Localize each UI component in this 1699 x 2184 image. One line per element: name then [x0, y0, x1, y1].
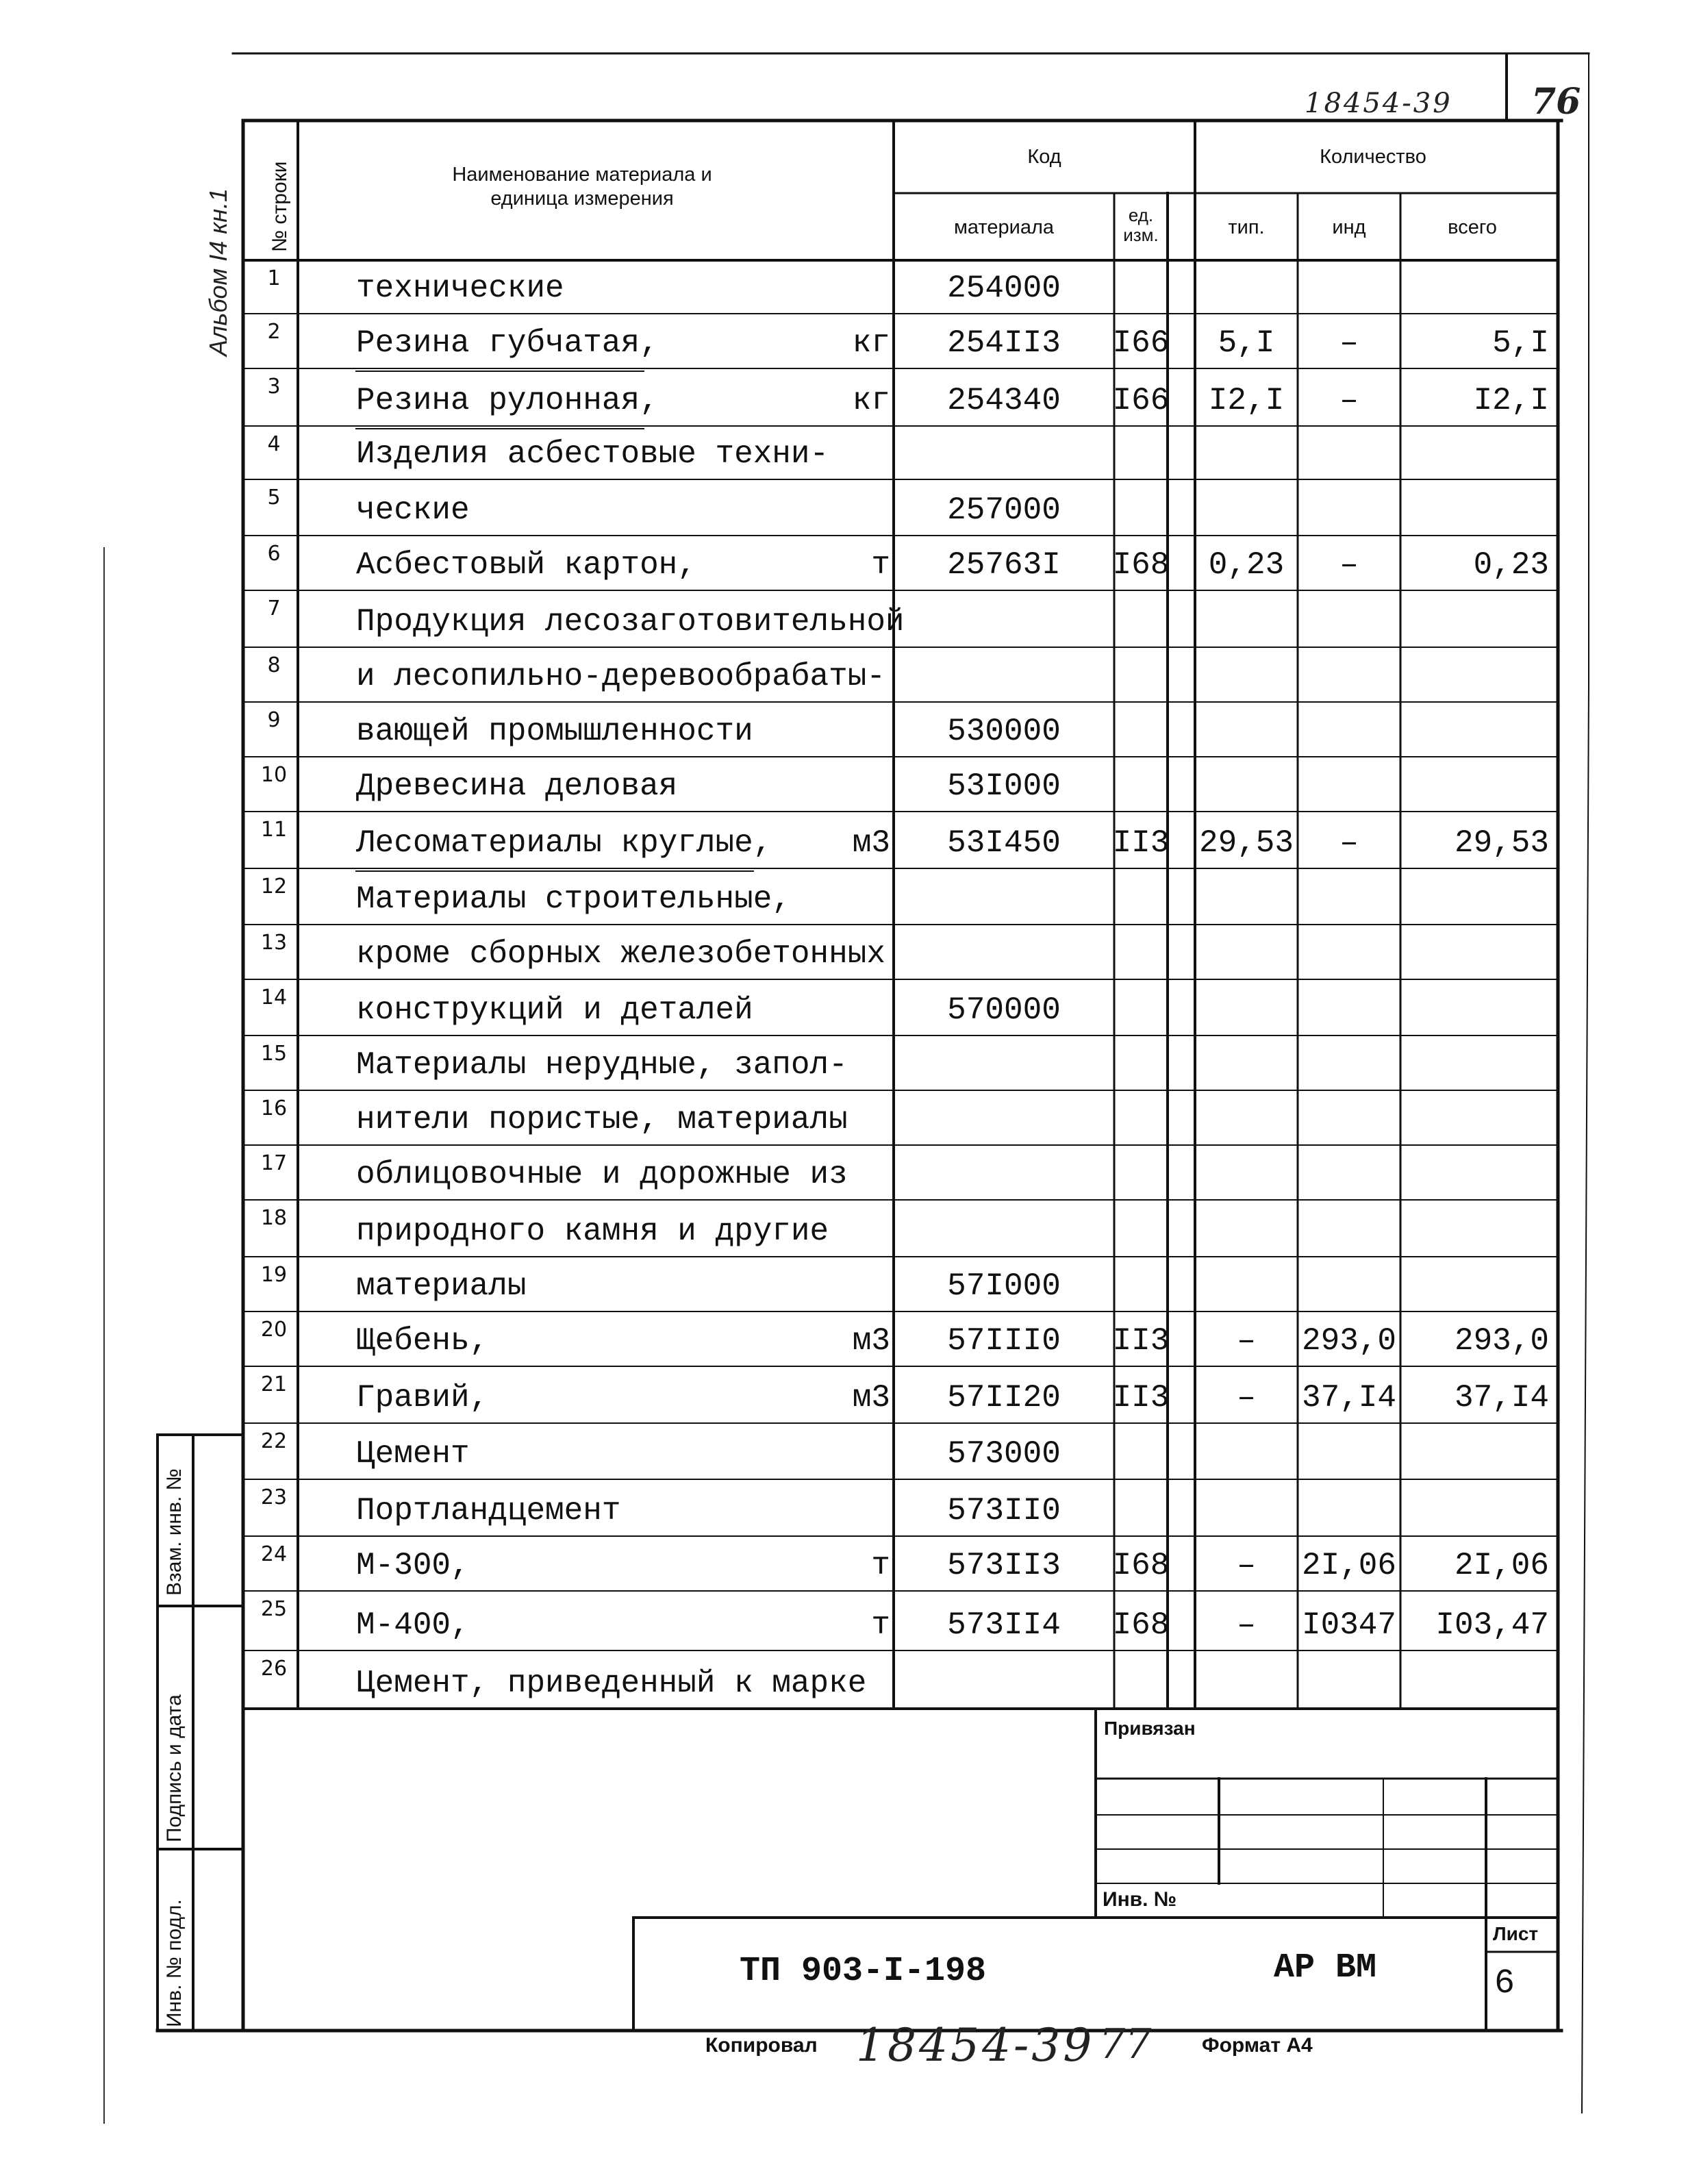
row-number: 13	[260, 931, 288, 955]
material-name: материалы	[356, 1268, 527, 1304]
material-name: Лесоматериалы круглые,	[356, 825, 772, 861]
stamp-doc-code: ТП 903-I-198	[740, 1952, 987, 1991]
material-code: 573000	[947, 1436, 1061, 1472]
stamp-section: АР ВМ	[1274, 1948, 1377, 1987]
quantity-total: 293,0	[1454, 1323, 1549, 1359]
material-code: 570000	[947, 992, 1061, 1028]
header-q-typ: тип.	[1228, 216, 1265, 238]
inv-podl-label: Инв. № подл.	[163, 1899, 186, 2027]
stamp-list-no: 6	[1494, 1964, 1515, 2003]
quantity-typ: –	[1237, 1323, 1256, 1359]
album-label: Альбом I4 кн.1	[204, 188, 232, 356]
material-name: ческие	[356, 492, 470, 528]
material-code: 573II0	[947, 1493, 1061, 1529]
doc-code-top: 18454-39	[1305, 88, 1452, 119]
row-number: 10	[260, 763, 288, 787]
row-number: 8	[267, 653, 281, 677]
header-name: Наименование материала и единица измерения	[452, 164, 712, 210]
unit-code: I66	[1112, 383, 1170, 418]
material-code: 530000	[947, 714, 1061, 749]
row-number: 19	[260, 1263, 288, 1287]
material-name: Продукция лесозаготовительной	[356, 604, 905, 640]
row-number: 22	[260, 1429, 288, 1453]
material-code: 257000	[947, 492, 1061, 528]
page-number: 76	[1531, 81, 1581, 123]
row-number: 24	[260, 1542, 288, 1566]
material-name: Материалы строительные,	[356, 881, 791, 917]
quantity-ind: 37,I4	[1301, 1380, 1397, 1416]
row-number: 11	[260, 818, 288, 842]
material-name: Гравий,	[356, 1380, 489, 1416]
unit-code: II3	[1112, 1323, 1170, 1359]
material-unit: кг	[852, 383, 890, 418]
quantity-typ: 29,53	[1198, 825, 1294, 861]
material-name: Щебень,	[356, 1323, 489, 1359]
material-name: Асбестовый картон,	[356, 547, 696, 583]
row-number: 3	[267, 375, 281, 399]
material-name: Древесина деловая	[356, 768, 678, 804]
unit-code: II3	[1112, 1380, 1170, 1416]
material-name: М-300,	[356, 1548, 470, 1583]
material-unit: м3	[852, 1380, 890, 1416]
row-number: 2	[267, 320, 281, 344]
material-code: 254340	[947, 383, 1061, 418]
material-unit: м3	[852, 825, 890, 861]
material-code: 57I000	[947, 1268, 1061, 1304]
row-number: 23	[260, 1485, 288, 1509]
row-number: 16	[260, 1096, 288, 1120]
material-code: 254II3	[947, 325, 1061, 361]
material-unit: кг	[852, 325, 890, 361]
material-name: конструкций и деталей	[356, 992, 753, 1028]
quantity-typ: 0,23	[1208, 547, 1285, 583]
row-number: 14	[260, 986, 288, 1009]
quantity-total: 5,I	[1492, 325, 1549, 361]
material-name: Изделия асбестовые техни-	[356, 436, 829, 472]
quantity-total: 2I,06	[1454, 1548, 1549, 1583]
material-name: и лесопильно-деревообрабаты-	[356, 659, 885, 694]
material-name: Материалы нерудные, запол-	[356, 1047, 848, 1083]
row-number: 17	[260, 1151, 288, 1175]
material-name: вающей промышленности	[356, 714, 753, 749]
material-name: нители пористые, материалы	[356, 1102, 848, 1138]
material-name: облицовочные и дорожные из	[356, 1157, 848, 1192]
quantity-ind: 2I,06	[1301, 1548, 1397, 1583]
unit-code: I66	[1112, 325, 1170, 361]
quantity-total: 29,53	[1454, 825, 1549, 861]
footer-kopiroval: Копировал	[705, 2034, 818, 2057]
header-quantity: Количество	[1320, 146, 1426, 168]
material-name: кроме сборных железобетонных	[356, 936, 885, 972]
row-number: 4	[267, 432, 281, 456]
row-number: 25	[260, 1597, 288, 1621]
material-code: 25763I	[947, 547, 1061, 583]
material-unit: т	[871, 1607, 890, 1643]
material-code: 573II3	[947, 1548, 1061, 1583]
quantity-ind: I0347	[1301, 1607, 1397, 1643]
row-number: 7	[267, 597, 281, 620]
vzam-inv-label: Взам. инв. №	[163, 1468, 186, 1596]
unit-code: I68	[1112, 1548, 1170, 1583]
row-number: 9	[267, 708, 281, 732]
quantity-ind: 293,0	[1301, 1323, 1397, 1359]
header-q-ind: инд	[1332, 216, 1366, 238]
material-name: Портландцемент	[356, 1493, 621, 1529]
footer-format: Формат А4	[1202, 2034, 1313, 2057]
footer-copy-no: 77	[1099, 2020, 1152, 2068]
stamp-inv-no: Инв. №	[1103, 1888, 1177, 1911]
row-number: 5	[267, 486, 281, 510]
unit-code: I68	[1112, 1607, 1170, 1643]
stamp-list-label: Лист	[1493, 1923, 1539, 1944]
quantity-ind: –	[1339, 825, 1359, 861]
row-number: 12	[260, 875, 288, 899]
quantity-typ: –	[1237, 1380, 1256, 1416]
row-number: 20	[260, 1318, 288, 1342]
stamp-privyazan: Привязан	[1104, 1718, 1196, 1739]
material-name: технические	[356, 271, 564, 306]
row-number: 18	[260, 1206, 288, 1230]
quantity-typ: I2,I	[1208, 383, 1285, 418]
quantity-typ: –	[1237, 1607, 1256, 1643]
quantity-ind: –	[1339, 383, 1359, 418]
material-code: 53I450	[947, 825, 1061, 861]
material-code: 57III0	[947, 1323, 1061, 1359]
material-unit: м3	[852, 1323, 890, 1359]
header-row-no: № строки	[268, 161, 291, 252]
unit-code: I68	[1112, 547, 1170, 583]
podpis-data-label: Подпись и дата	[163, 1694, 186, 1842]
quantity-ind: –	[1339, 547, 1359, 583]
material-name: природного камня и другие	[356, 1214, 829, 1249]
header-code: Код	[1027, 146, 1061, 168]
material-name: М-400,	[356, 1607, 470, 1643]
row-number: 21	[260, 1372, 288, 1396]
material-code: 57II20	[947, 1380, 1061, 1416]
row-number: 26	[260, 1657, 288, 1681]
material-code: 53I000	[947, 768, 1061, 804]
header-code-material: материала	[953, 216, 1055, 238]
footer-copy-code: 18454-39	[856, 2019, 1095, 2072]
row-number: 15	[260, 1042, 288, 1066]
material-name: Резина губчатая,	[356, 325, 659, 361]
quantity-typ: –	[1237, 1548, 1256, 1583]
header-code-unit: ед. изм.	[1123, 205, 1159, 245]
header-q-total: всего	[1448, 216, 1497, 238]
unit-code: II3	[1112, 825, 1170, 861]
material-code: 254000	[947, 271, 1061, 306]
row-number: 6	[267, 542, 281, 566]
material-name: Цемент, приведенный к марке	[356, 1666, 867, 1701]
quantity-total: I2,I	[1473, 383, 1549, 418]
quantity-typ: 5,I	[1218, 325, 1275, 361]
quantity-total: I03,47	[1435, 1607, 1549, 1643]
material-unit: т	[871, 1548, 890, 1583]
material-name: Цемент	[356, 1436, 470, 1472]
quantity-ind: –	[1339, 325, 1359, 361]
quantity-total: 0,23	[1473, 547, 1549, 583]
row-number: 1	[267, 266, 281, 290]
material-unit: т	[871, 547, 890, 583]
material-code: 573II4	[947, 1607, 1061, 1643]
material-name: Резина рулонная,	[356, 383, 659, 418]
quantity-total: 37,I4	[1454, 1380, 1549, 1416]
